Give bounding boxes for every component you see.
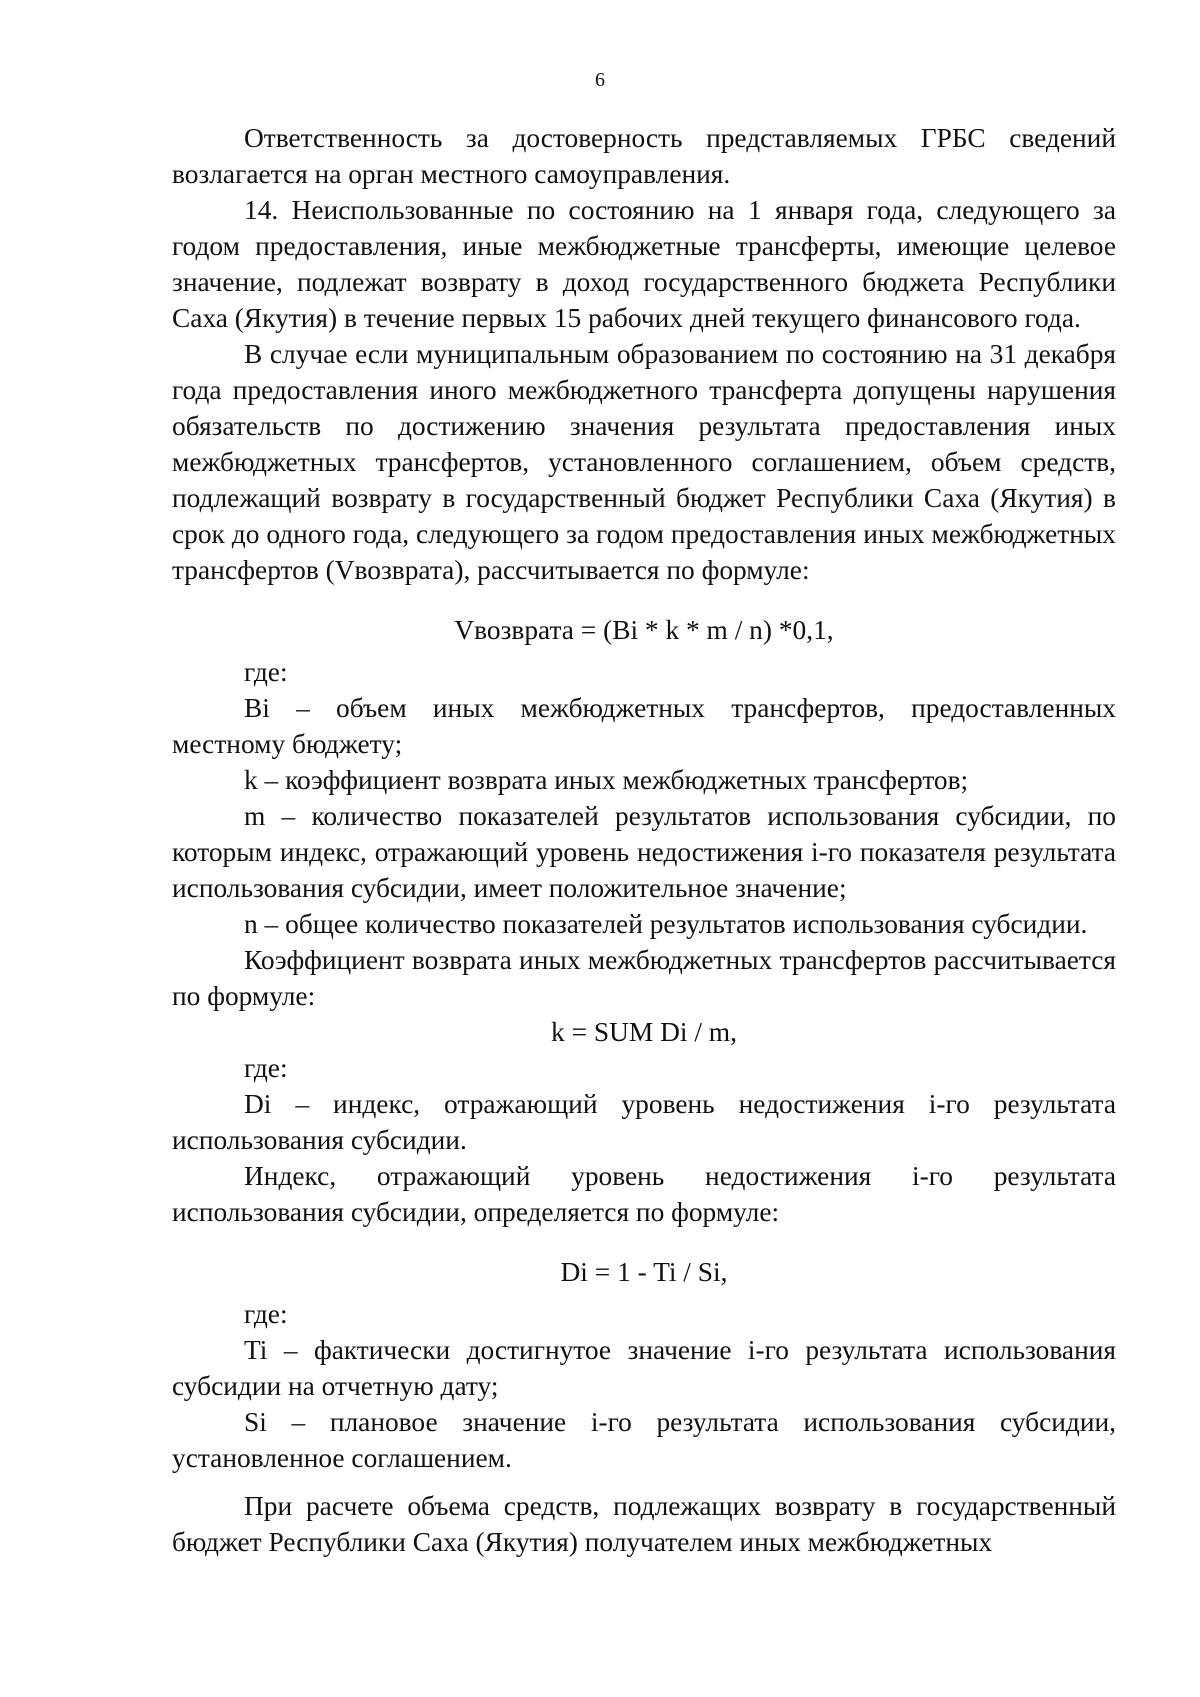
formula-di: Di = 1 - Ti / Si, [560,1257,728,1287]
where-label: где: [244,657,288,687]
definition-m: m – количество показателей результатов использования субсидии, по которым индекс, отражающий уровень недостижения i-го показателя результата использования субсидии, имеет положительное значение; [172,801,1116,903]
formula-v-return: Vвозврата = (Bi * k * m / n) *0,1, [454,615,834,645]
definition-bi: Bi – объем иных межбюджетных трансфертов, предоставленных местному бюджету; [172,693,1116,759]
paragraph-coefficient: Коэффициент возврата иных межбюджетных трансфертов рассчитывается по формуле: [172,945,1116,1011]
formula-k: k = SUM Di / m, [551,1017,737,1047]
definition-si: Si – плановое значение i-го результата использования субсидии, установленное соглашением. [172,1407,1116,1473]
definition-n: n – общее количество показателей результатов использования субсидии. [244,909,1088,939]
paragraph-item-14: 14. Неиспользованные по состоянию на 1 января года, следующего за годом предоставления, иные межбюджетные трансферты, имеющие целевое значение, подлежат возврату в доход государственного бюджета Республики Саха (Якутия) в течение первых 15 рабочих дней текущего финансового года. [172,195,1116,333]
page-number: 6 [595,69,605,91]
where-label: где: [244,1299,288,1329]
definition-k: k – коэффициент возврата иных межбюджетных трансфертов; [244,765,969,795]
definition-di: Di – индекс, отражающий уровень недостижения i-го результата использования субсидии. [172,1089,1116,1155]
document-body [172,120,1116,1560]
definition-ti: Ti – фактически достигнутое значение i-го результата использования субсидии на отчетную дату; [172,1335,1116,1401]
paragraph-calculation: При расчете объема средств, подлежащих возврату в государственный бюджет Республики Саха (Якутия) получателем иных межбюджетных [172,1491,1116,1557]
where-label: где: [244,1053,288,1083]
paragraph-index: Индекс, отражающий уровень недостижения i-го результата использования субсидии, определяется по формуле: [172,1161,1116,1227]
paragraph-responsibility: Ответственность за достоверность представляемых ГРБС сведений возлагается на орган местного самоуправления. [172,123,1116,189]
paragraph-return-case: В случае если муниципальным образованием по состоянию на 31 декабря года предоставления иного межбюджетного трансферта допущены нарушения обязательств по достижению значения результата предоставления иных межбюджетных трансфертов, установленного соглашением, объем средств, подлежащий возврату в государственный бюджет Республики Саха (Якутия) в срок до одного года, следующего за годом предоставления иных межбюджетных трансфертов (Vвозврата), рассчитывается по формуле: [172,339,1116,585]
